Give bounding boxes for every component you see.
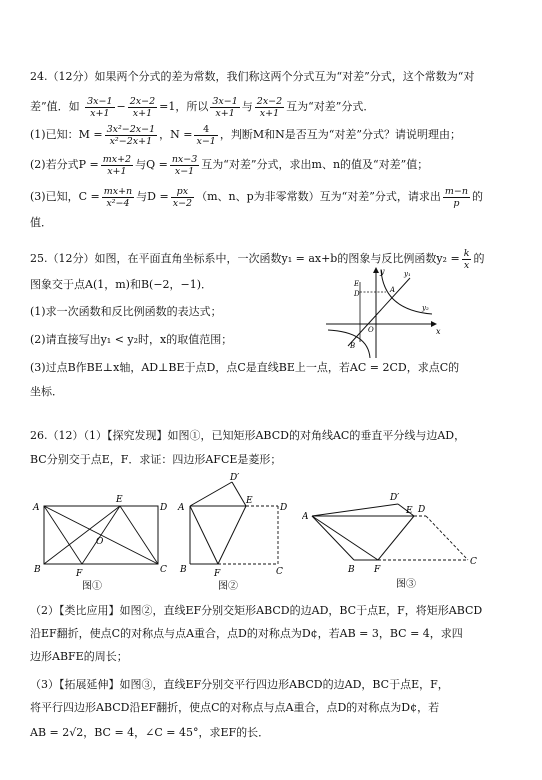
q24-example-tail: 互为“对差”分式．: [286, 100, 375, 113]
q24-fraction-ratio: $\frac{m-n}{p}$: [444, 185, 468, 209]
segment-ec: [120, 506, 158, 564]
segment-af: [44, 506, 82, 564]
q26-figure-2: [170, 470, 300, 592]
fig1-label-c: C: [160, 565, 167, 575]
fig3-label-e: E: [406, 506, 413, 516]
perpendicular-ef: [82, 506, 120, 564]
q24-example-minus: −: [116, 100, 126, 113]
folded-d1e: [232, 482, 246, 506]
p-ab: [312, 516, 354, 560]
fig1-label-o: O: [96, 537, 104, 547]
q25-line1-tail: 的: [473, 252, 485, 265]
q26-part2-line1: （2）【类比应用】如图②，直线EF分别交矩形ABCD的边AD，BC于点E，F，将矩形ABCD: [30, 604, 483, 617]
q25-part2: (2)请直接写出y₁ < y₂时，x的取值范围；: [30, 333, 233, 346]
label-y: y: [380, 267, 385, 276]
fig2-caption: 图②: [218, 581, 238, 592]
label-e: E: [354, 280, 360, 288]
fig2-label-f: F: [214, 569, 221, 579]
label-b: B: [350, 342, 356, 350]
fig3-caption: 图③: [396, 579, 416, 590]
q26-part2-line3: 边形ABFE的周长；: [30, 650, 128, 663]
fig1-label-b: B: [34, 565, 41, 575]
fig3-label-d1: D′: [390, 493, 400, 503]
q24-part1-text-b: ，N =: [159, 128, 193, 141]
q26-figure-3: [302, 478, 512, 592]
fig2-label-d1: D′: [230, 473, 240, 483]
q24-part1-text-c: ，判断M和N是否互为“对差”分式？请说明理由；: [219, 128, 461, 141]
q26-part3-line1: （3）【拓展延伸】如图③，直线EF分别交平行四边形ABCD的边AD，BC于点E，F，: [30, 678, 449, 691]
q24-fraction-n: $\frac{4}{x-1}$: [196, 123, 216, 147]
q24-example-equals: =1，所以: [159, 100, 209, 113]
q24-example-fraction-4: $\frac{2x-2}{x+1}$: [256, 95, 283, 119]
q24-example-fraction-2: $\frac{2x-2}{x+1}$: [129, 95, 156, 119]
q25-line2: 图象交于点A(1，m)和B(−2，−1)．: [30, 278, 213, 291]
p-dc-dashed: [426, 516, 468, 560]
q24-example-fraction-3: $\frac{3x-1}{x+1}$: [212, 95, 238, 119]
q24-part2-text-c: 互为“对差”分式，求出m、n的值及“对差”值；: [201, 158, 429, 171]
fig2-label-e: E: [246, 496, 253, 506]
q26-part2-line2: 沿EF翻折，使点C的对称点与点A重合，点D的对称点为D¢，若AB = 3，BC = 4，求四: [30, 627, 463, 640]
q24-example-fraction-1: $\frac{3x-1}{x+1}$: [87, 95, 113, 119]
fig3-label-a: A: [302, 512, 309, 522]
q24-fraction-q: $\frac{nx-3}{x-1}$: [171, 153, 198, 177]
fig3-label-b: B: [348, 565, 355, 575]
q25-coordinate-figure: [318, 262, 448, 362]
fig2-label-b: B: [180, 565, 187, 575]
label-y1: y₁: [404, 270, 411, 278]
hyperbola-branch-2: [328, 330, 370, 358]
fig2-label-a: A: [178, 503, 185, 513]
q24-fraction-p: $\frac{mx+2}{x+1}$: [102, 153, 132, 177]
label-o: O: [368, 326, 374, 334]
q24-intro-line2: 差”值．如: [30, 100, 80, 113]
label-y2: y₂: [422, 304, 429, 312]
q24-part3-text-a: (3)已知，C =: [30, 190, 100, 203]
q24-example-line: [30, 94, 374, 120]
p-folded-ad1: [312, 504, 398, 516]
fig3-label-c: C: [470, 557, 477, 567]
segment-bd: [44, 506, 120, 564]
q26-figure-1: [30, 492, 170, 592]
fig2-label-c: C: [276, 567, 283, 577]
fig2-label-d: D: [280, 503, 288, 513]
q26-part3-line2: 将平行四边形ABCD沿EF翻折，使点C的对称点与点A重合，点D的对称点为D¢，若: [30, 701, 440, 714]
q24-part1: [30, 122, 461, 148]
fig1-label-d: D: [160, 503, 168, 513]
q25-part1: (1)求一次函数和反比例函数的表达式；: [30, 305, 222, 318]
linear-function-line: [348, 278, 410, 346]
fold-ef: [218, 506, 246, 564]
folded-af: [190, 506, 218, 564]
q24-fraction-c: $\frac{mx+n}{\text{x²−4}}$: [103, 185, 133, 209]
q26-part3-line3: AB = 2√2，BC = 4，∠C = 45°，求EF的长．: [30, 726, 270, 739]
q24-intro-line1: 24.（12分）如果两个分式的差为常数，我们称这两个分式互为“对差”分式，这个常数为“对: [30, 70, 475, 83]
fig3-label-f: F: [374, 565, 381, 575]
q24-example-with: 与: [241, 100, 253, 113]
fig1-label-f: F: [76, 569, 83, 579]
label-d: D: [354, 290, 360, 298]
q25-fraction-k-over-x: $\frac{k}{x}$: [463, 247, 470, 271]
q24-part3: [30, 184, 483, 210]
q25-line1-text: 25.（12分）如图，在平面直角坐标系中，一次函数y₁ = ax+b的图象与反比例函数y₂ =: [30, 252, 460, 265]
q24-part3-end: 值．: [30, 216, 52, 229]
q24-fraction-m: $\frac{\text{3x²−2x−1}}{\text{x²−2x+1}}$: [106, 123, 156, 147]
q24-part3-text-d: 的: [472, 190, 483, 203]
q24-part2: [30, 152, 428, 178]
q24-part2-text-b: 与Q =: [135, 158, 168, 171]
fig3-label-d: D: [418, 505, 426, 515]
fig1-label-e: E: [116, 495, 123, 505]
folded-ad1: [190, 482, 232, 506]
q24-fraction-d: $\frac{px}{x-2}$: [172, 185, 193, 209]
q24-part1-text-a: (1)已知：M =: [30, 128, 103, 141]
q24-part3-text-b: 与D =: [136, 190, 169, 203]
q26-line2: BC分别交于点E，F．求证：四边形AFCE是菱形；: [30, 453, 282, 466]
label-a: A: [390, 286, 396, 294]
q24-part2-text-a: (2)若分式P =: [30, 158, 99, 171]
label-x: x: [436, 327, 441, 336]
q25-part3: (3)过点B作BE⊥x轴，AD⊥BE于点D，点C是直线BE上一点，若AC = 2CD，求点C的: [30, 361, 460, 374]
q25-part3-end: 坐标．: [30, 385, 63, 398]
p-folded-af: [312, 516, 378, 560]
fig1-label-a: A: [33, 503, 40, 513]
fig1-caption: 图①: [82, 581, 102, 592]
p-fold-ef: [378, 516, 414, 560]
q26-line1: 26.（12）（1）【探究发现】如图①，已知矩形ABCD的对角线AC的垂直平分线与边AD，: [30, 429, 466, 442]
q24-part3-text-c: （m、n、p为非零常数）互为“对差”分式，请求出: [196, 190, 441, 203]
